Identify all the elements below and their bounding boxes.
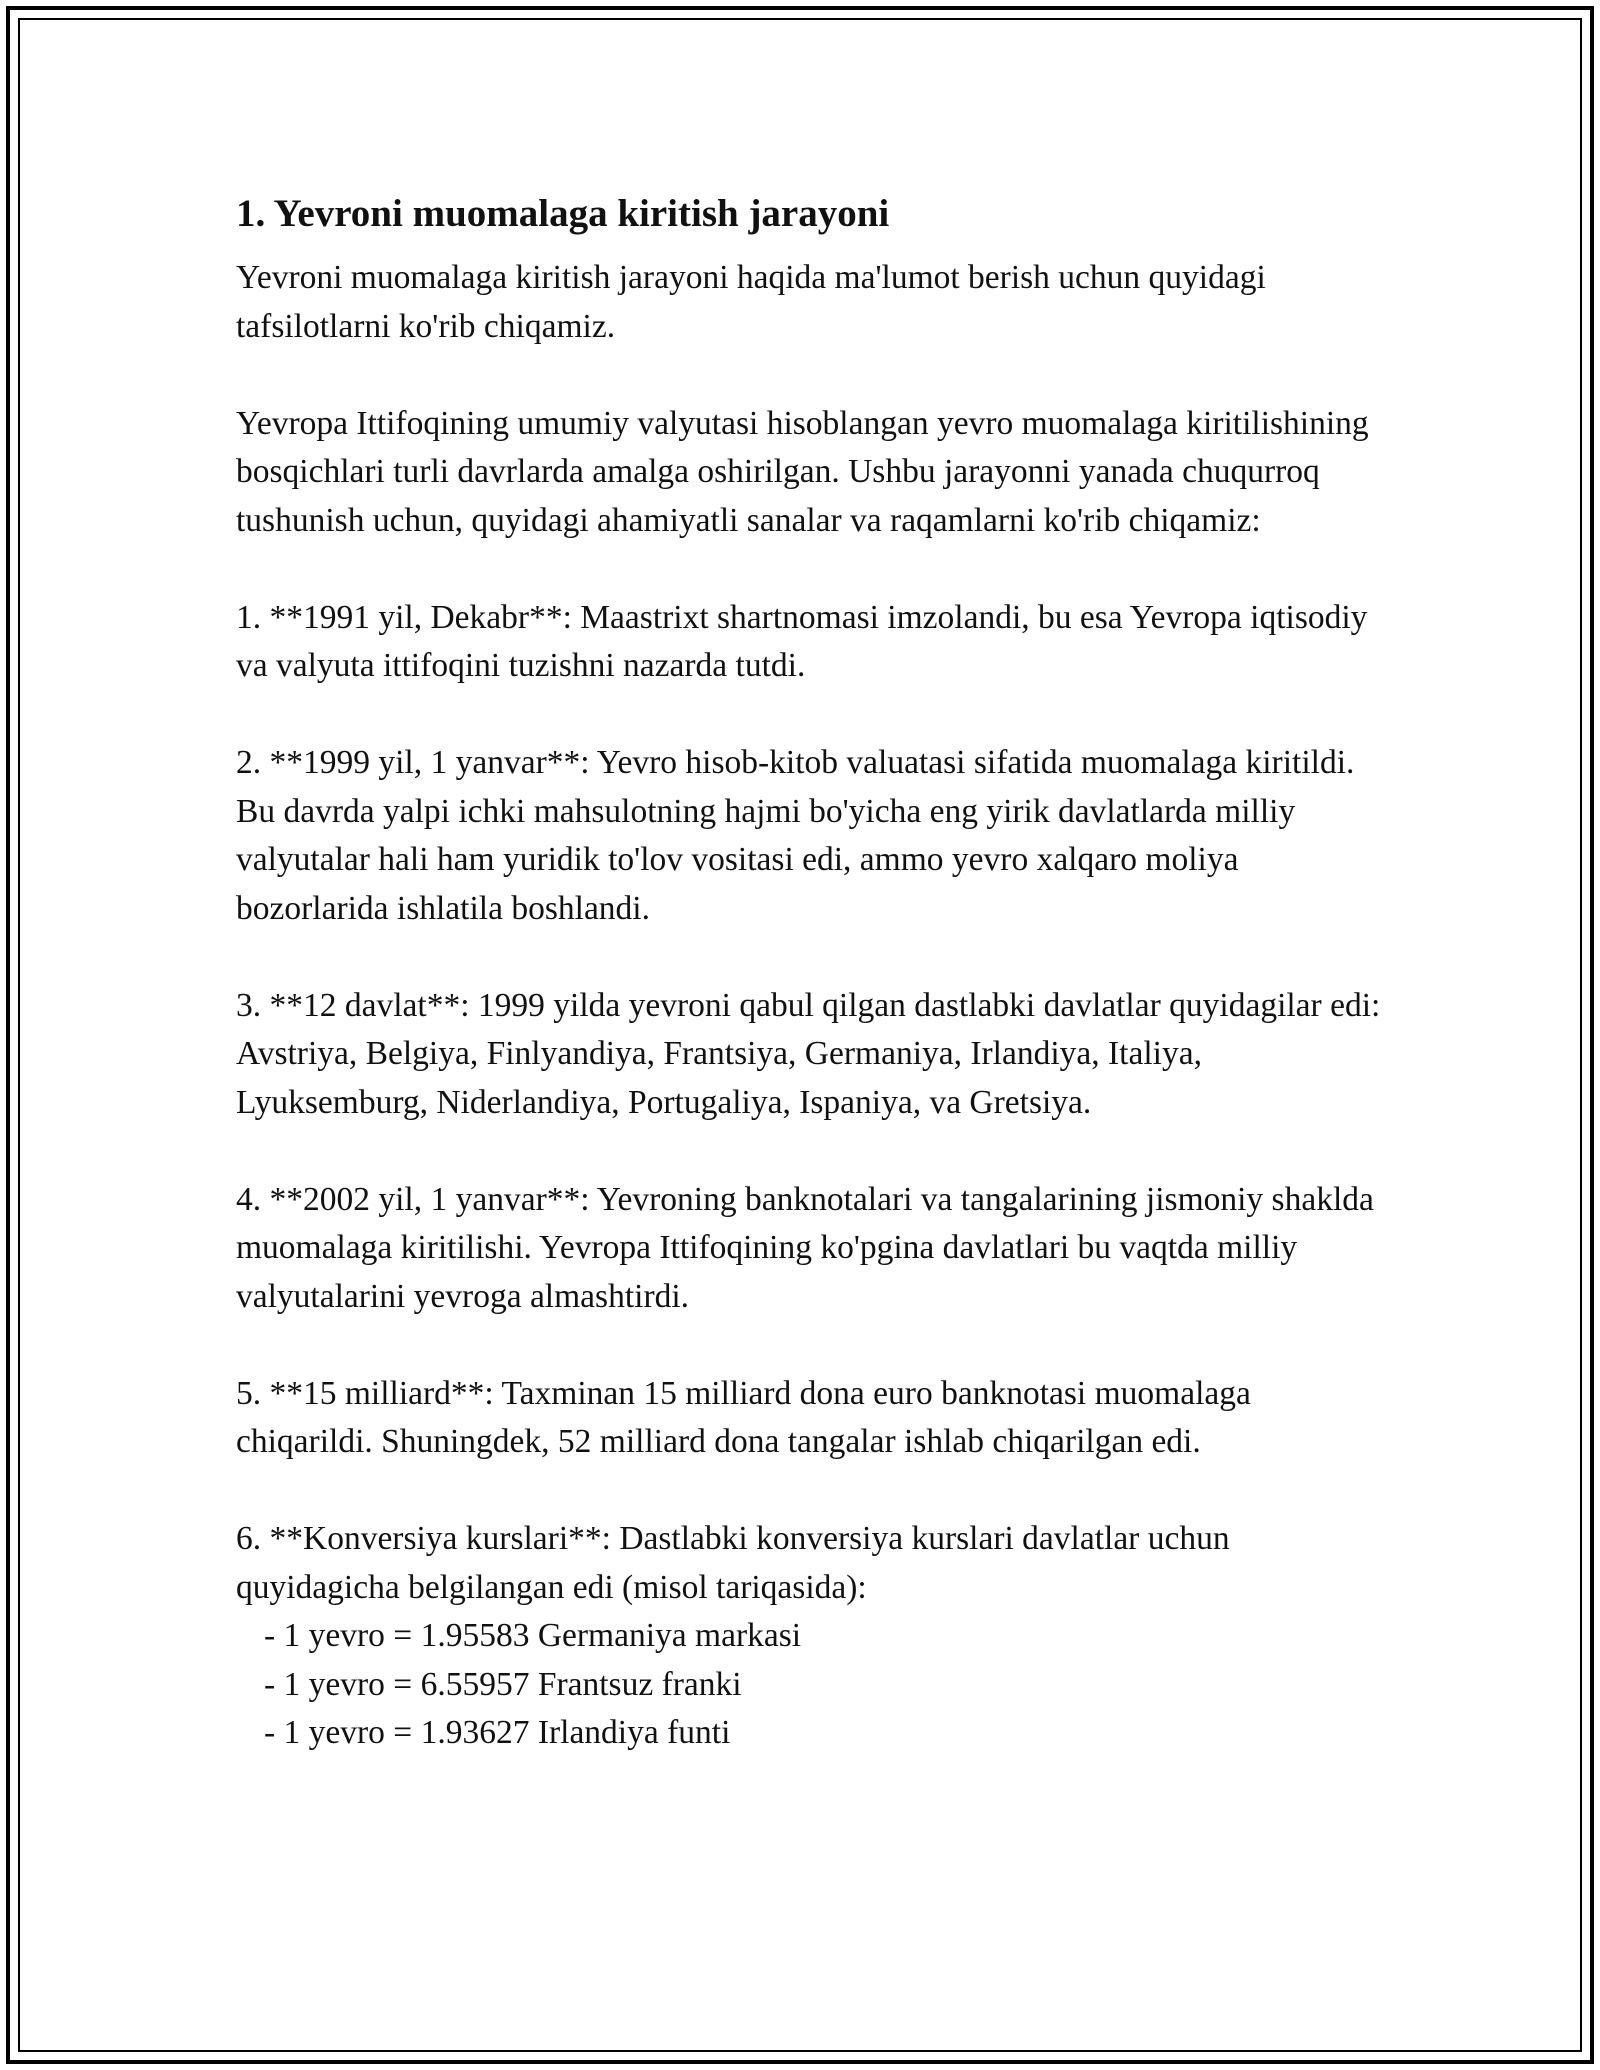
rate-irlandiya: - 1 yevro = 1.93627 Irlandiya funti — [264, 1714, 731, 1751]
list-item-1991: 1. **1991 yil, Dekabr**: Maastrixt shartnomasi imzolandi, bu esa Yevropa iqtisodiy va valyuta ittifoqini tuzishni nazarda tutdi. — [236, 598, 1368, 684]
context-paragraph: Yevropa Ittifoqining umumiy valyutasi hisoblangan yevro muomalaga kiritilishining bosqichlari turli davrlarda amalga oshirilgan. Ushbu jarayonni yanada chuqurroq tushunish uchun, quyidagi ahamiyatli sanalar va raqamlarni ko'rib chiqamiz: — [236, 404, 1369, 539]
document-body — [236, 186, 1386, 1758]
section-heading: 1. Yevroni muomalaga kiritish jarayoni — [236, 192, 890, 235]
rate-frantsiya: - 1 yevro = 6.55957 Frantsuz franki — [264, 1665, 742, 1703]
list-item-konversiya: 6. **Konversiya kurslari**: Dastlabki konversiya kurslari davlatlar uchun quyidagicha belgilangan edi (misol tariqasida): — [236, 1520, 1230, 1606]
list-item-12-davlat: 3. **12 davlat**: 1999 yilda yevroni qabul qilgan dastlabki davlatlar quyidagilar edi: Avstriya, Belgiya, Finlyandiya, Frantsiya, Germaniya, Irlandiya, Italiya, Lyuksemburg, Niderlandiya, Portugaliya, Ispaniya, va Gretsiya. — [236, 986, 1381, 1121]
list-item-15-milliard: 5. **15 milliard**: Taxminan 15 milliard dona euro banknotasi muomalaga chiqarildi. Shuningdek, 52 milliard dona tangalar ishlab chiqarilgan edi. — [236, 1374, 1251, 1460]
conversion-rates-list — [236, 1612, 1386, 1758]
list-item-2002: 4. **2002 yil, 1 yanvar**: Yevroning banknotalari va tangalarining jismoniy shaklda muomalaga kiritilishi. Yevropa Ittifoqining ko'pgina davlatlari bu vaqtda milliy valyutalarini yevroga almashtirdi. — [236, 1180, 1374, 1315]
intro-paragraph: Yevroni muomalaga kiritish jarayoni haqida ma'lumot berish uchun quyidagi tafsilotlarni ko'rib chiqamiz. — [236, 259, 1266, 345]
rate-germaniya: - 1 yevro = 1.95583 Germaniya markasi — [264, 1617, 802, 1654]
list-item-1999: 2. **1999 yil, 1 yanvar**: Yevro hisob-kitob valuatasi sifatida muomalaga kiritildi. Bu davrda yalpi ichki mahsulotning hajmi bo'yicha eng yirik davlatlarda milliy valyutalar hali ham yuridik to'lov vositasi edi, ammo yevro xalqaro moliya bozorlarida ishlatila boshlandi. — [236, 744, 1355, 927]
